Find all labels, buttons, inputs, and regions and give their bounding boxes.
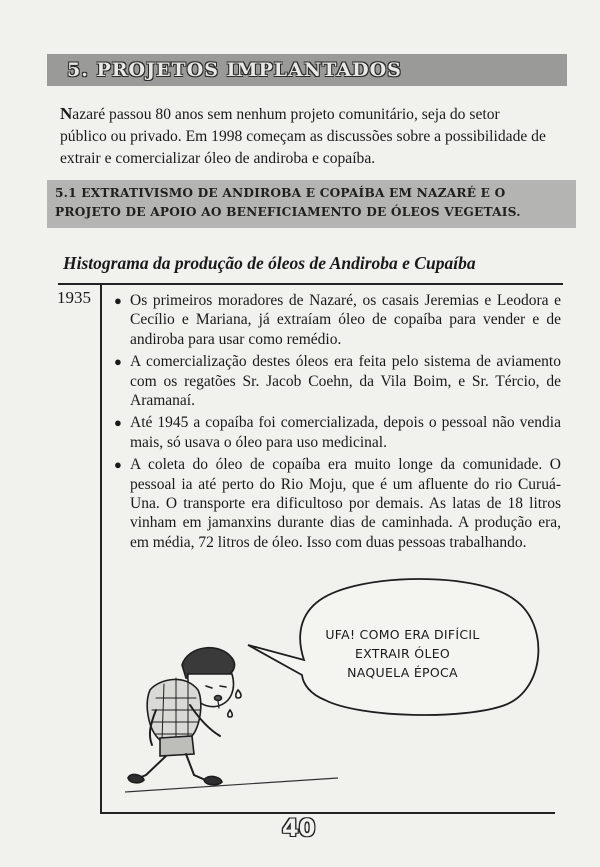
history-entry-text: A coleta do óleo de copaíba era muito longe da comunidade. O pessoal ia até perto do Rio Moju, que é um afluente do rio Curuá-Una. O transporte era dificultoso por demais. As latas de 18 litros vinham em jamanxins durante dias de caminhada. A produção era, em média, 72 litros de óleo. Isso com duas pessoas trabalhando. [130, 456, 561, 551]
histogram-title: Histograma da produção de óleos de Andiroba e Cupaíba [63, 253, 476, 273]
speech-line-1: UFA! COMO ERA DIFÍCIL [325, 627, 480, 642]
history-entry-text: A comercialização destes óleos era feita pelo sistema de aviamento com os regatões Sr. Jacob Coehn, da Vila Boim, e Sr. Tércio, de Aramanaí. [130, 353, 561, 410]
table-bottom-rule [100, 812, 555, 814]
history-entry [114, 455, 561, 552]
history-entry [114, 413, 561, 452]
intro-text: azaré passou 80 anos sem nenhum projeto comunitário, seja do setor público ou privado. Em 1998 começam as discussões sobre a possibilidade de extrair e comercializar óleo de andiroba e copaíba. [60, 106, 546, 167]
speech-line-3: NAQUELA ÉPOCA [347, 665, 458, 680]
table-top-rule [58, 283, 563, 285]
bullet-icon: ● [114, 354, 122, 370]
subsection-line-2: PROJETO DE APOIO AO BENEFICIAMENTO DE ÓLEOS VEGETAIS. [55, 205, 521, 219]
year-label: 1935 [57, 288, 91, 307]
speech-bubble-text [310, 625, 495, 682]
intro-paragraph [60, 103, 550, 170]
cartoon-illustration [120, 570, 560, 810]
bullet-icon: ● [114, 293, 122, 308]
history-entries [114, 291, 561, 555]
history-entry-text: Até 1945 a copaíba foi comercializada, depois o pessoal não vendia mais, só usava o óleo para uso medicinal. [130, 414, 561, 451]
history-entry-text: Os primeiros moradores de Nazaré, os casais Jeremias e Leodora e Cecílio e Mariana, já extraíam óleo de copaíba para vender e de andiroba para usar como remédio. [130, 292, 561, 348]
tired-man-figure [128, 648, 241, 785]
subsection-line-1: 5.1 EXTRATIVISMO DE ANDIROBA E COPAÍBA EM NAZARÉ E O [55, 186, 506, 200]
section-title: 5. PROJETOS IMPLANTADOS [67, 59, 402, 81]
history-entry [114, 352, 561, 410]
bullet-icon: ● [114, 415, 122, 431]
page-number: 40 [282, 814, 316, 842]
intro-first-letter: N [60, 104, 73, 123]
ground-line [125, 778, 338, 792]
history-entry [114, 291, 561, 349]
table-vertical-rule [100, 283, 102, 813]
speech-line-2: EXTRAIR ÓLEO [354, 646, 451, 661]
bullet-icon: ● [114, 457, 122, 473]
section-heading [47, 54, 567, 86]
subsection-heading [47, 180, 576, 228]
